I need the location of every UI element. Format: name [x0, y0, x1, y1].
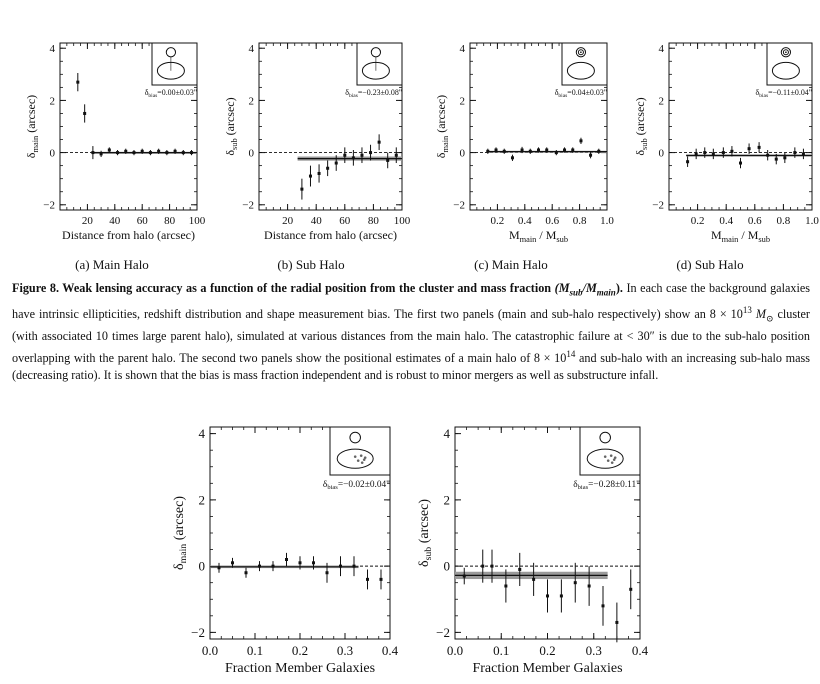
data-point [560, 594, 563, 597]
data-point [339, 565, 342, 568]
data-point [285, 558, 288, 561]
data-point [504, 585, 507, 588]
data-point [309, 175, 312, 178]
y-tick-label: 2 [459, 95, 465, 108]
y-tick-label: 0 [248, 147, 254, 160]
panel-c [410, 0, 615, 250]
data-point [730, 150, 733, 153]
data-point [511, 156, 514, 159]
x-tick-label: 0.2 [539, 643, 556, 658]
data-point [149, 151, 152, 154]
chart-d [615, 0, 820, 250]
x-tick-label: 1.0 [805, 215, 819, 227]
x-tick-label: 0.2 [291, 643, 309, 658]
x-axis-label: $M_{main} / M_{sub}$ [710, 228, 771, 244]
data-point [378, 141, 381, 144]
bias-annotation: $\delta_{bias}=-0.02\pm 0.04$" [322, 480, 390, 491]
data-point [272, 565, 275, 568]
y-tick-label: 4 [248, 43, 254, 56]
data-point [802, 152, 805, 155]
data-point [76, 81, 79, 84]
member-galaxy-icon [357, 459, 360, 462]
caption-b: (b) Sub Halo [277, 257, 345, 272]
data-point [258, 565, 261, 568]
data-point [783, 156, 786, 159]
y-tick-label: −2 [652, 199, 664, 212]
data-point [353, 565, 356, 568]
data-point [190, 151, 193, 154]
y-tick-label: 0 [658, 147, 664, 160]
panel-a [0, 0, 205, 250]
data-point [545, 148, 548, 151]
x-tick-label: 0.6 [545, 215, 560, 227]
caption-d: (d) Sub Halo [676, 257, 744, 272]
figure-label: Figure 8. Weak lensing accuracy as a function of the radial position from the cluster and mass fraction [12, 281, 552, 295]
member-galaxy-icon [614, 456, 617, 459]
data-point [83, 112, 86, 115]
caption-c: (c) Main Halo [474, 257, 548, 272]
data-point [312, 561, 315, 564]
caption-body: each case the background galaxies have intrinsic ellipticities, redshift distribution and shape measurement bias. The first two panels (main and sub-halo respectively) show an $8 \times 10^{13}$ $M_⊙$ cluster (with associated 10 times large parent halo), simulated at various distances from the main halo. The catastrophic failure at < 30″ is due to the sub-halo position overlapping with the parent halo. The second two panels show the positional estimates of a main halo of $8 \times 10^{14}$ and sub-halo with an increasing sub-halo mass (decreasing ratio). It is shown that the bias is mass fraction independent and is robust to minor mergers as well as substructure infall. [12, 281, 811, 383]
y-tick-label: 2 [248, 95, 254, 108]
data-point [529, 150, 532, 153]
data-point [695, 152, 698, 155]
chart-b [205, 0, 410, 250]
bias-annotation: $\delta_{bias}=0.04\pm 0.03$" [554, 88, 607, 99]
y-axis-label: $\delta_{main}$ (arcsec) [172, 496, 189, 570]
data-point [597, 150, 600, 153]
data-point [491, 565, 494, 568]
x-tick-label: 100 [393, 215, 411, 227]
y-tick-label: 2 [49, 95, 55, 108]
x-tick-label: 1.0 [600, 215, 614, 227]
panel-e [170, 410, 410, 684]
x-tick-label: 0.1 [246, 643, 264, 658]
member-galaxy-icon [607, 459, 610, 462]
data-point [589, 154, 592, 157]
data-point [366, 578, 369, 581]
data-point [602, 604, 605, 607]
member-galaxy-icon [361, 461, 364, 464]
data-point [300, 188, 303, 191]
x-tick-label: 0.4 [517, 215, 532, 227]
bias-annotation: $\delta_{bias}=0.00\pm 0.03$" [144, 88, 197, 99]
data-point [124, 150, 127, 153]
chart-c [410, 0, 615, 250]
y-tick-label: −2 [191, 624, 205, 640]
panel-f [410, 410, 650, 684]
data-point [343, 154, 346, 157]
data-point [503, 150, 506, 153]
x-axis-label: Fraction Member Galaxies [224, 661, 376, 676]
y-tick-label: 4 [198, 426, 205, 442]
data-point [326, 167, 329, 170]
x-tick-label: 40 [310, 215, 322, 227]
x-axis-label: Distance from halo (arcsec) [62, 228, 195, 242]
y-tick-label: −2 [43, 199, 55, 212]
x-axis-label: Fraction Member Galaxies [472, 661, 623, 676]
x-axis-label: $M_{main} / M_{sub}$ [508, 228, 569, 244]
data-point [100, 152, 103, 155]
x-tick-label: 60 [136, 215, 148, 227]
x-axis-label: Distance from halo (arcsec) [264, 228, 397, 242]
data-point [165, 151, 168, 154]
y-tick-label: 4 [49, 43, 55, 56]
data-point [579, 139, 582, 142]
x-tick-label: 0.6 [747, 215, 762, 227]
data-point [521, 148, 524, 151]
data-point [174, 150, 177, 153]
x-tick-label: 100 [188, 215, 206, 227]
y-tick-label: 2 [443, 492, 450, 508]
data-point [182, 151, 185, 154]
data-point [231, 561, 234, 564]
data-point [615, 621, 618, 624]
sub-halo-core-icon [785, 51, 787, 53]
x-tick-label: 0.8 [776, 215, 791, 227]
data-point [245, 571, 248, 574]
data-point [326, 571, 329, 574]
member-galaxy-icon [364, 456, 367, 459]
y-tick-label: 0 [459, 147, 465, 160]
member-galaxy-icon [604, 455, 607, 458]
y-tick-label: −2 [242, 199, 254, 212]
y-tick-label: 0 [443, 558, 450, 574]
x-tick-label: 0.4 [719, 215, 734, 227]
data-point [360, 154, 363, 157]
data-point [495, 148, 498, 151]
data-point [481, 565, 484, 568]
data-point [157, 150, 160, 153]
y-tick-label: 2 [198, 492, 205, 508]
y-tick-label: −2 [436, 624, 450, 640]
data-point [380, 578, 383, 581]
data-point [766, 154, 769, 157]
data-point [571, 148, 574, 151]
data-point [775, 158, 778, 161]
chart-a [0, 0, 205, 250]
data-point [132, 151, 135, 154]
bias-annotation: $\delta_{bias}=-0.28\pm 0.11$" [573, 480, 640, 491]
data-point [352, 156, 355, 159]
y-tick-label: 4 [443, 426, 450, 442]
y-tick-label: −2 [453, 199, 465, 212]
y-tick-label: 4 [459, 43, 465, 56]
data-point [537, 148, 540, 151]
y-tick-label: 0 [198, 558, 205, 574]
y-axis-label: $\delta_{sub}$ (arcsec) [633, 97, 649, 156]
member-galaxy-icon [354, 455, 357, 458]
x-tick-label: 40 [109, 215, 121, 227]
bias-annotation: $\delta_{bias}=-0.11\pm 0.04$" [755, 88, 812, 99]
x-tick-label: 80 [367, 215, 379, 227]
x-tick-label: 0.1 [493, 643, 510, 658]
data-point [369, 151, 372, 154]
data-point [758, 146, 761, 149]
data-point [486, 150, 489, 153]
chart-f [410, 410, 650, 684]
data-point [318, 172, 321, 175]
x-tick-label: 20 [81, 215, 93, 227]
data-point [463, 575, 466, 578]
data-point [218, 566, 221, 569]
data-point [555, 151, 558, 154]
data-point [703, 151, 706, 154]
x-tick-label: 0.4 [381, 643, 399, 658]
x-tick-label: 0.4 [631, 643, 649, 658]
chart-e [170, 410, 410, 684]
x-tick-label: 20 [282, 215, 294, 227]
y-tick-label: 2 [658, 95, 664, 108]
panel-b [205, 0, 410, 250]
x-tick-label: 60 [339, 215, 351, 227]
x-tick-label: 0.2 [490, 215, 505, 227]
data-point [563, 148, 566, 151]
data-point [299, 561, 302, 564]
x-tick-label: 0.2 [690, 215, 705, 227]
data-point [532, 578, 535, 581]
y-tick-label: 0 [49, 147, 55, 160]
caption-a: (a) Main Halo [75, 257, 149, 272]
data-point [91, 151, 94, 154]
data-point [546, 594, 549, 597]
data-point [395, 154, 398, 157]
y-axis-label: $\delta_{sub}$ (arcsec) [417, 498, 434, 568]
y-tick-label: 4 [658, 43, 664, 56]
figure-caption: Figure 8. Weak lensing accuracy as a function of the radial position from the cluster and mass fraction $(M_{sub}/M_{main})$. In each case the background galaxies have intrinsic ellipticities, redshift distribution and shape measurement bias. The first two panels (main and sub-halo respectively) show an $8 \times 10^{13}$ $M_⊙$ cluster (with associated 10 times large parent halo), simulated at various distances from the main halo. The catastrophic failure at < 30″ is due to the sub-halo position overlapping with the parent halo. The second two panels show the positional estimates of a main halo of $8 \times 10^{14}$ and sub-halo with an increasing sub-halo mass (decreasing ratio). It is shown that the bias is mass fraction independent and is robust to minor mergers as well as substructure infall. [12, 281, 811, 383]
data-point [386, 159, 389, 162]
member-galaxy-icon [611, 461, 614, 464]
panel-d [615, 0, 820, 250]
data-point [588, 585, 591, 588]
x-tick-label: 0.0 [446, 643, 464, 658]
x-tick-label: 0.0 [201, 643, 219, 658]
data-point [335, 162, 338, 165]
sub-halo-core-icon [580, 51, 582, 53]
bias-annotation: $\delta_{bias}=-0.23\pm 0.08$" [345, 88, 402, 99]
member-galaxy-icon [610, 454, 613, 457]
data-point [686, 160, 689, 163]
data-point [739, 162, 742, 165]
data-point [629, 588, 632, 591]
data-point [793, 151, 796, 154]
data-point [518, 568, 521, 571]
x-tick-label: 0.3 [336, 643, 354, 658]
data-point [116, 151, 119, 154]
y-axis-label: $\delta_{main}$ (arcsec) [24, 94, 40, 159]
y-axis-label: $\delta_{sub}$ (arcsec) [223, 97, 239, 156]
x-tick-label: 0.3 [585, 643, 602, 658]
member-galaxy-icon [360, 454, 363, 457]
data-point [722, 151, 725, 154]
data-point [141, 150, 144, 153]
x-tick-label: 80 [164, 215, 176, 227]
x-tick-label: 0.8 [572, 215, 587, 227]
y-axis-label: $\delta_{main}$ (arcsec) [434, 94, 450, 159]
data-point [108, 148, 111, 151]
data-point [712, 152, 715, 155]
data-point [574, 581, 577, 584]
data-point [748, 147, 751, 150]
